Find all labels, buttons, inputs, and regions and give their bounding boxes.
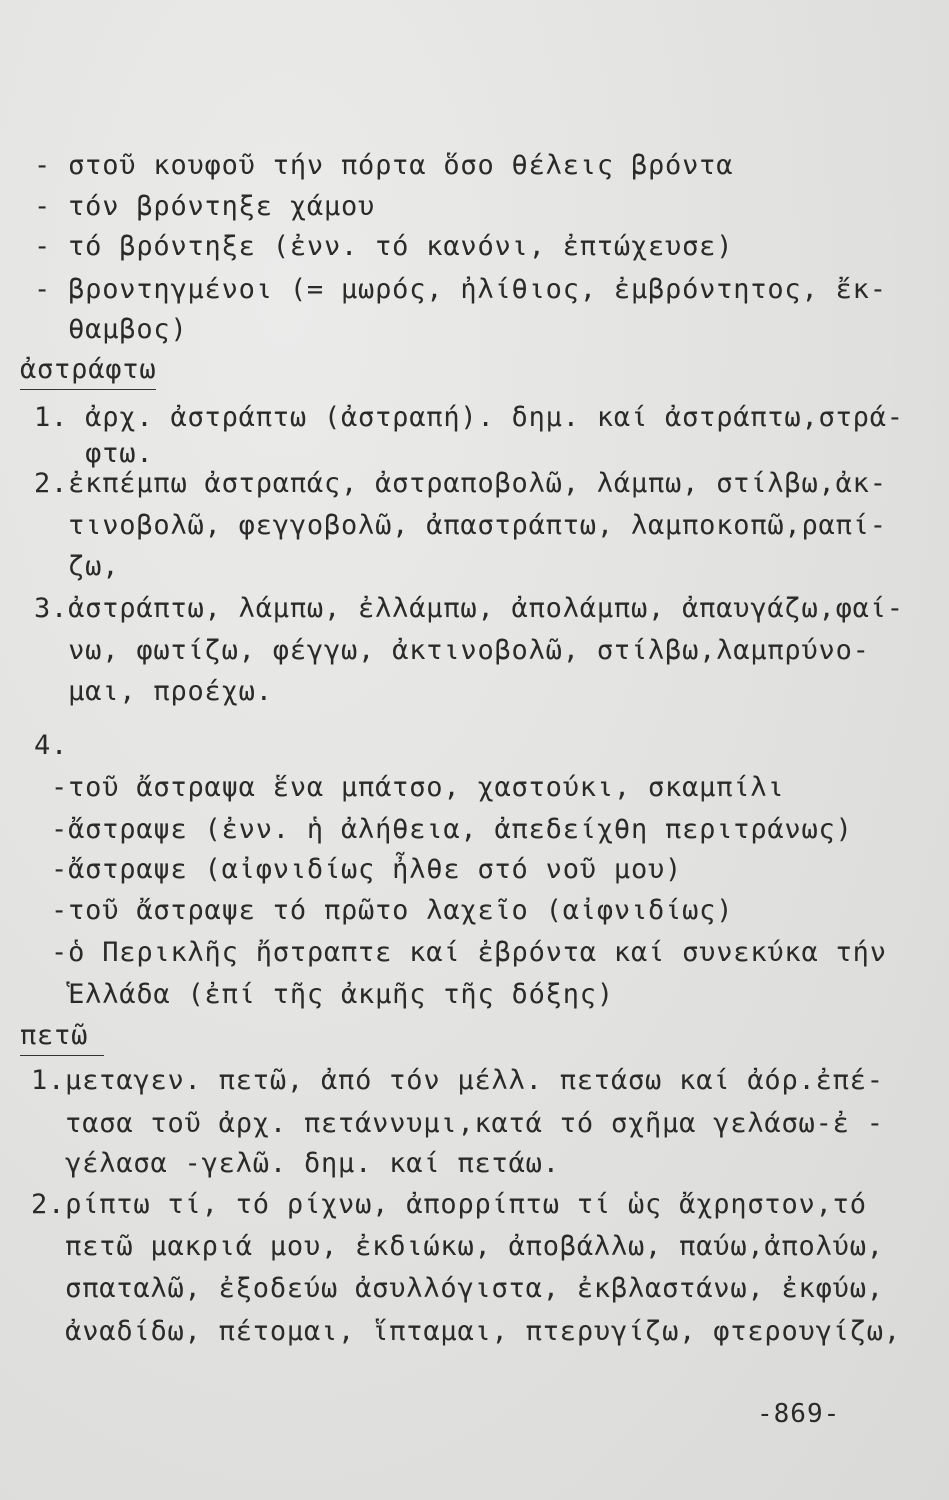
text-line: 2.ἐκπέμπω ἀστραπάς, ἀστραποβολῶ, λάμπω, στίλβω,ἀκ- [34, 468, 887, 499]
text-line: -τοῦ ἄστραψε τό πρῶτο λαχεῖο (αἰφνιδίως) [34, 895, 734, 926]
text-line: σπαταλῶ, ἐξοδεύω ἀσυλλόγιστα, ἐκβλαστάνω, ἐκφύω, [14, 1273, 884, 1304]
text-line: 2.ρίπτω τί, τό ρίχνω, ἀπορρίπτω τί ὡς ἄχρηστον,τό [14, 1189, 867, 1220]
text-line: ἀναδίδω, πέτομαι, ἵπταμαι, πτερυγίζω, φτερουγίζω, [14, 1316, 901, 1347]
entry-heading: πετῶ [20, 1022, 104, 1056]
text-line: νω, φωτίζω, φέγγω, ἀκτινοβολῶ, στίλβω,λαμπρύνο- [34, 635, 870, 666]
text-line: φτω. [34, 438, 154, 469]
text-line: 1. ἀρχ. ἀστράπτω (ἀστραπή). δημ. καί ἀστράπτω,στρά- [34, 402, 904, 433]
text-line: τινοβολῶ, φεγγοβολῶ, ἀπαστράπτω, λαμποκοπῶ,ραπί- [34, 510, 887, 541]
text-line: - τόν βρόντηξε χάμου [34, 191, 376, 222]
text-line: - βροντηγμένοι (= μωρός, ἠλίθιος, ἐμβρόντητος, ἔκ- [34, 274, 887, 305]
text-line: -ὁ Περικλῆς ἤστραπτε καί ἐβρόντα καί συνεκύκα τήν [34, 937, 887, 968]
text-line: -ἄστραψε (αἰφνιδίως ἦλθε στό νοῦ μου) [34, 854, 683, 885]
text-line: θαμβος) [34, 314, 188, 345]
text-line: -τοῦ ἄστραψα ἕνα μπάτσο, χαστούκι, σκαμπίλι [34, 772, 785, 803]
text-line: μαι, προέχω. [34, 676, 273, 707]
text-line: -ἄστραψε (ἐνν. ἡ ἀλήθεια, ἀπεδείχθη περιτράνως) [34, 814, 853, 845]
text-line: 3.ἀστράπτω, λάμπω, ἐλλάμπω, ἀπολάμπω, ἀπαυγάζω,φαί- [34, 593, 904, 624]
text-line: γέλασα -γελῶ. δημ. καί πετάω. [14, 1148, 560, 1179]
text-line: 4. [34, 730, 69, 761]
text-line: - στοῦ κουφοῦ τήν πόρτα ὅσο θέλεις βρόντα [34, 150, 734, 181]
entry-heading: ἀστράφτω [20, 356, 156, 390]
text-line: ζω, [34, 551, 120, 582]
text-line: πετῶ μακριά μου, ἐκδιώκω, ἀποβάλλω, παύω,ἀπολύω, [14, 1231, 884, 1262]
text-line: 1.μεταγεν. πετῶ, ἀπό τόν μέλλ. πετάσω καί ἀόρ.ἐπέ- [14, 1065, 884, 1096]
text-line: Ἑλλάδα (ἐπί τῆς ἀκμῆς τῆς δόξης) [34, 979, 614, 1010]
text-line: - τό βρόντηξε (ἐνν. τό κανόνι, ἐπτώχευσε) [34, 231, 734, 262]
text-line: τασα τοῦ ἀρχ. πετάννυμι,κατά τό σχῆμα γελάσω-ἐ - [14, 1108, 884, 1139]
page-number: -869- [757, 1399, 841, 1429]
